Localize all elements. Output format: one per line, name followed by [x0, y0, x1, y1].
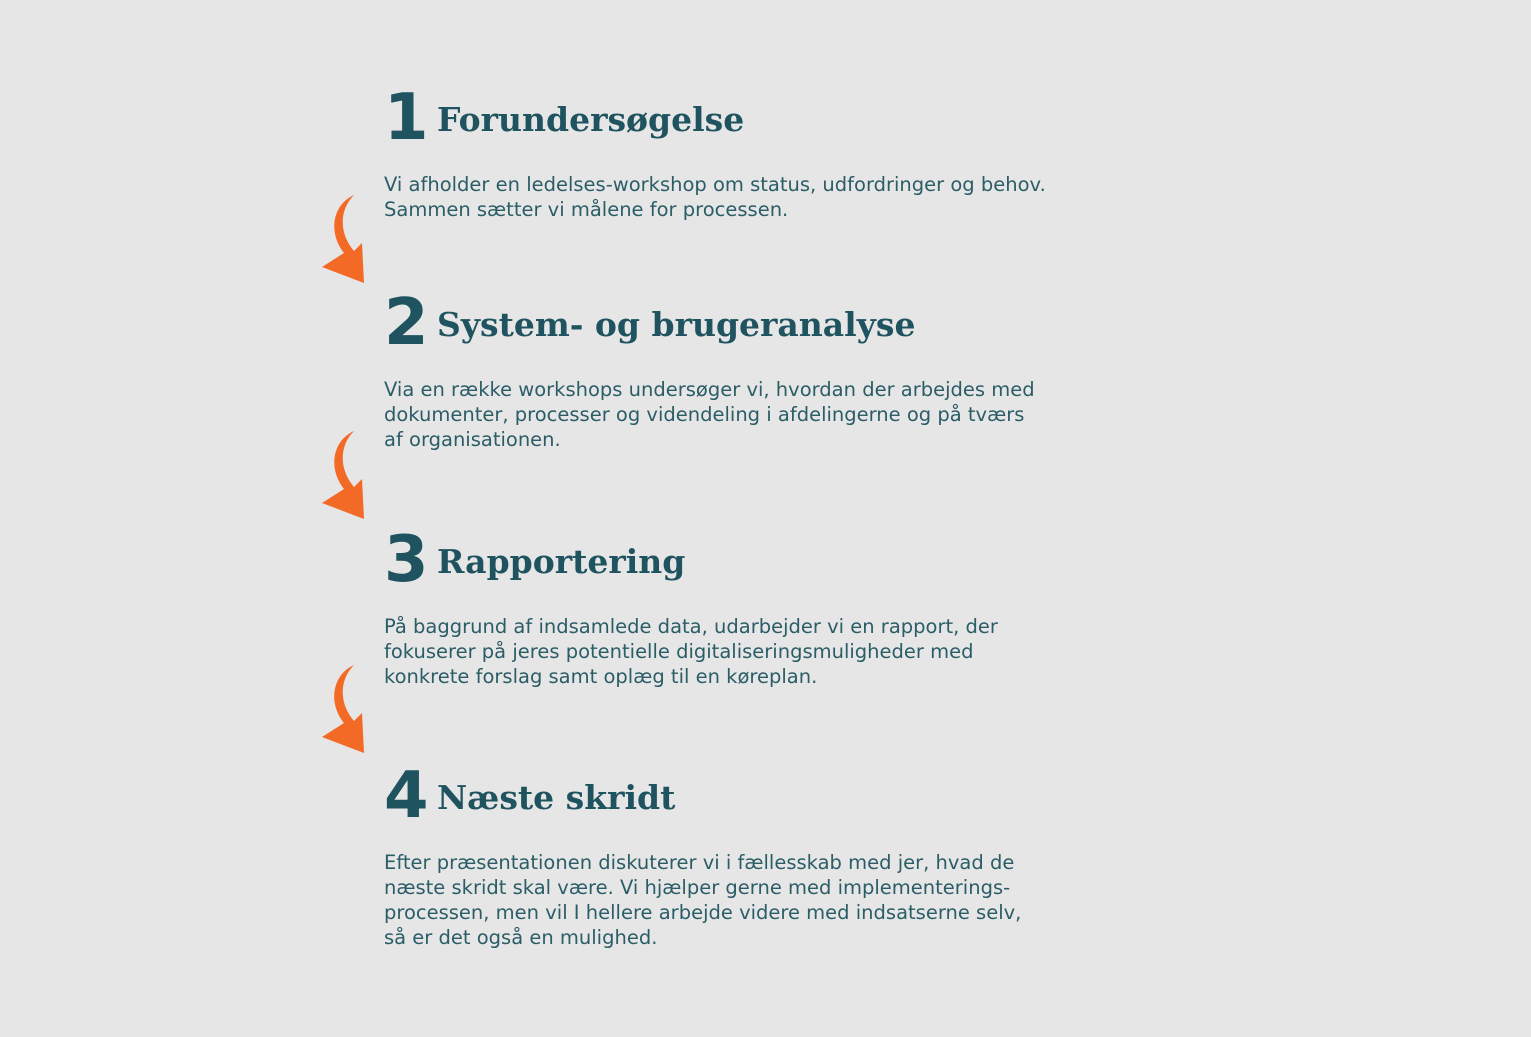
step-2-number: 2	[384, 286, 427, 360]
step-4	[384, 759, 1104, 949]
step-2-title: System- og brugeranalyse	[437, 305, 916, 344]
step-2	[384, 286, 1104, 451]
step-1-description: Vi afholder en ledelses-workshop om status, udfordringer og behov. Sammen sætter vi målene for processen.	[384, 173, 1046, 221]
step-1-header	[384, 81, 1104, 156]
step-3-number: 3	[384, 523, 427, 597]
curved-arrow-down-icon	[318, 193, 370, 285]
step-3-header	[384, 523, 1104, 598]
step-4-header	[384, 759, 1104, 834]
step-2-description: Via en række workshops undersøger vi, hvordan der arbejdes med dokumenter, processer og videndeling i afdelingerne og på tværs af organisationen.	[384, 378, 1035, 451]
step-1-number: 1	[384, 81, 427, 155]
step-1	[384, 81, 1104, 221]
step-3-title: Rapportering	[437, 542, 686, 581]
step-4-title: Næste skridt	[437, 778, 676, 817]
step-4-number: 4	[384, 759, 427, 833]
curved-arrow-down-icon	[318, 663, 370, 755]
step-3-description: På baggrund af indsamlede data, udarbejder vi en rapport, der fokuserer på jeres potentielle digitaliseringsmuligheder med konkrete forslag samt oplæg til en køreplan.	[384, 615, 998, 688]
curved-arrow-down-icon	[318, 429, 370, 521]
step-1-title: Forundersøgelse	[437, 100, 745, 139]
step-4-description: Efter præsentationen diskuterer vi i fællesskab med jer, hvad de næste skridt skal være. Vi hjælper gerne med implementerings- processen, men vil I hellere arbejde videre med indsatserne selv, så er det også en mulighed.	[384, 851, 1022, 949]
step-2-header	[384, 286, 1104, 361]
step-3	[384, 523, 1104, 688]
